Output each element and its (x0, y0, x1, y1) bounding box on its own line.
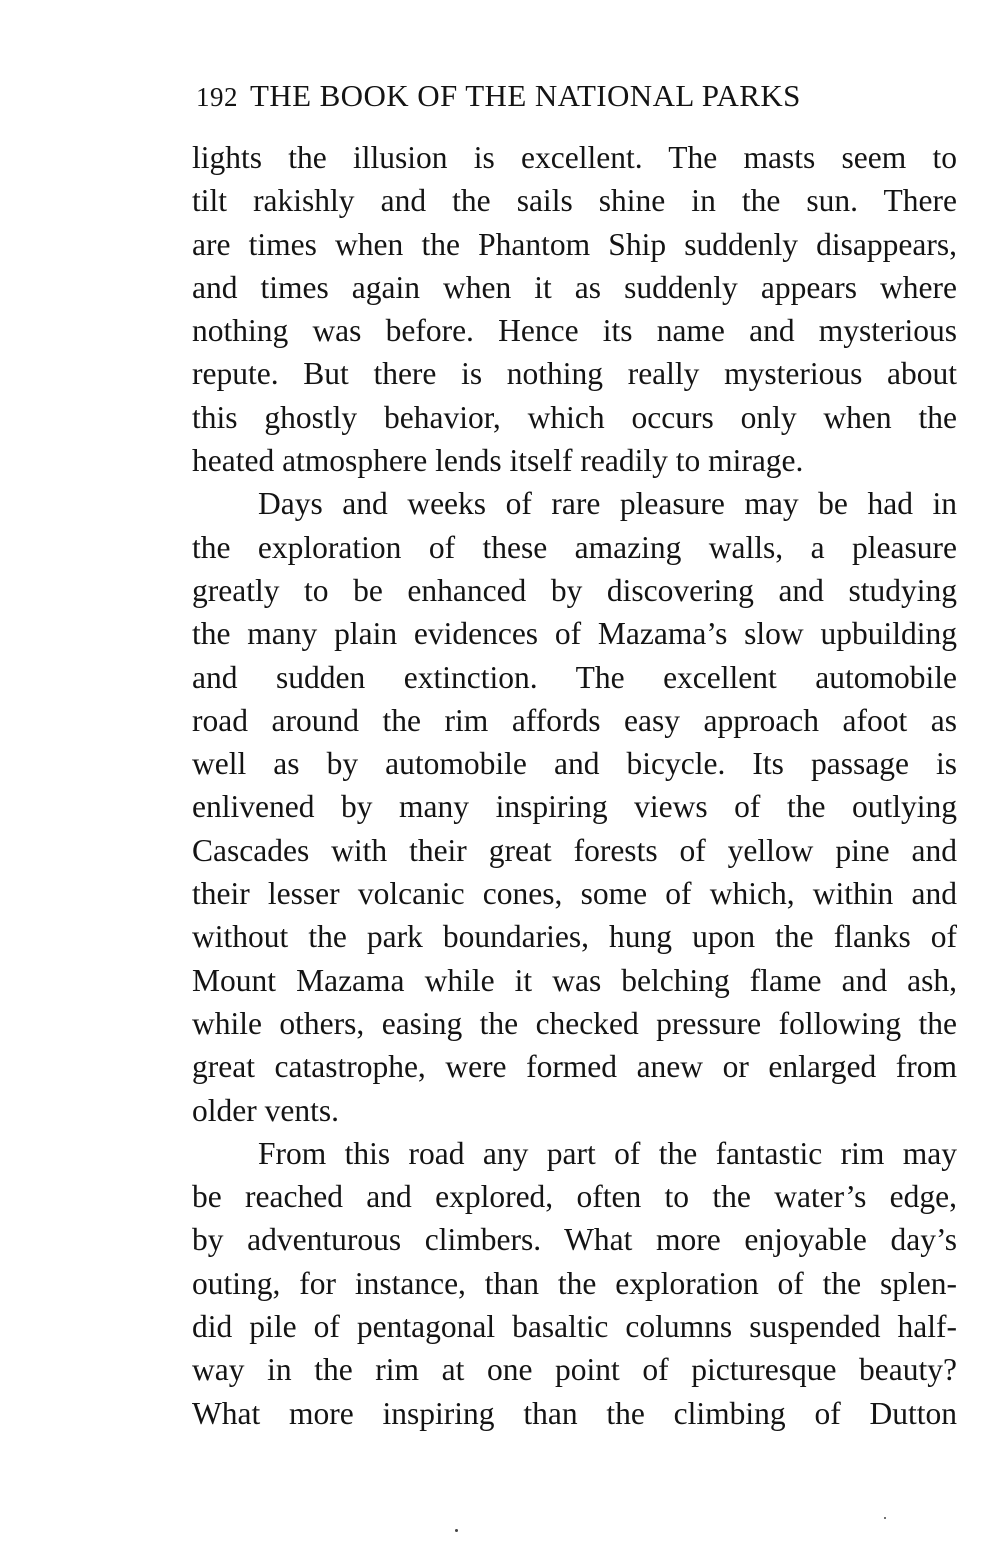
body-text (192, 136, 957, 1435)
text-line: while others, easing the checked pressure following the (192, 1005, 957, 1041)
text-line: great catastrophe, were formed anew or enlarged from (192, 1049, 957, 1085)
text-line: lights the illusion is excellent. The masts seem to (192, 140, 957, 175)
text-line: outing, for instance, than the exploration of the splen- (192, 1265, 957, 1301)
text-line: the many plain evidences of Mazama’s slow upbuilding (192, 616, 957, 652)
text-line: Mount Mazama while it was belching flame and ash, (192, 962, 957, 998)
text-line: What more inspiring than the climbing of Dutton (192, 1395, 957, 1431)
paragraph-1 (192, 136, 957, 482)
text-line: Days and weeks of rare pleasure may be had in (258, 486, 957, 522)
text-line: Cascades with their great forests of yellow pine and (192, 832, 957, 868)
text-line: repute. But there is nothing really mysterious about (192, 356, 957, 392)
running-head (196, 76, 956, 117)
page-number: 192 (196, 82, 238, 112)
text-line: this ghostly behavior, which occurs only when the (192, 399, 957, 435)
text-line: way in the rim at one point of picturesque beauty? (192, 1352, 957, 1388)
text-line: be reached and explored, often to the water’s edge, (192, 1179, 957, 1215)
text-line: their lesser volcanic cones, some of which, within and (192, 876, 957, 912)
text-line: tilt rakishly and the sails shine in the sun. There (192, 183, 957, 219)
scan-speck (455, 1529, 458, 1532)
text-line: older vents. (192, 1092, 339, 1128)
text-line: greatly to be enhanced by discovering and studying (192, 572, 957, 608)
text-line: are times when the Phantom Ship suddenly disappears, (192, 226, 957, 262)
text-line: and times again when it as suddenly appears where (192, 269, 957, 305)
paragraph-2 (192, 482, 957, 1131)
text-line: road around the rim affords easy approach afoot as (192, 702, 957, 738)
text-line: heated atmosphere lends itself readily to mirage. (192, 443, 804, 479)
scan-speck (884, 1517, 886, 1519)
text-line: nothing was before. Hence its name and mysterious (192, 313, 957, 349)
text-line: without the park boundaries, hung upon the flanks of (192, 919, 957, 955)
text-line: and sudden extinction. The excellent automobile (192, 659, 957, 695)
text-line: did pile of pentagonal basaltic columns suspended half- (192, 1309, 957, 1345)
paragraph-3 (192, 1132, 957, 1435)
text-line: by adventurous climbers. What more enjoyable day’s (192, 1222, 957, 1258)
text-line: the exploration of these amazing walls, a pleasure (192, 529, 957, 565)
running-title: THE BOOK OF THE NATIONAL PARKS (250, 78, 801, 113)
text-line: enlivened by many inspiring views of the outlying (192, 789, 957, 825)
text-line: From this road any part of the fantastic rim may (258, 1135, 957, 1171)
text-line: well as by automobile and bicycle. Its passage is (192, 746, 957, 782)
